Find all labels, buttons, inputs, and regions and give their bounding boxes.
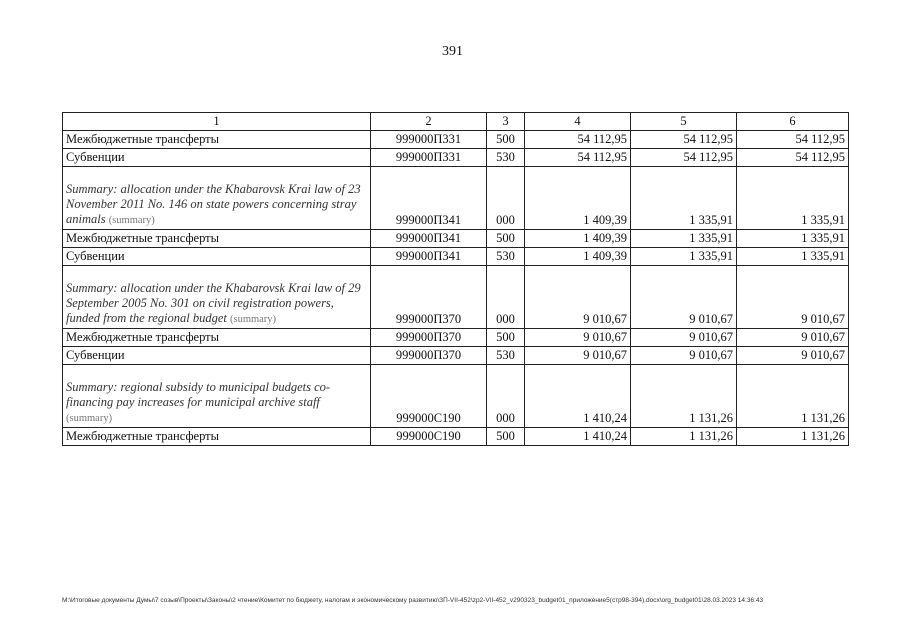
row-type-cell bbox=[487, 167, 525, 230]
table-row bbox=[63, 167, 849, 230]
row-name-cell bbox=[63, 266, 371, 329]
row-name-cell bbox=[63, 230, 371, 248]
row-type-cell bbox=[487, 428, 525, 446]
row-type-cell bbox=[487, 149, 525, 167]
row-code-cell-text: 999000П341 bbox=[395, 213, 462, 227]
row-value-1-cell-text: 1 409,39 bbox=[583, 249, 627, 263]
row-type-cell-text: 500 bbox=[496, 231, 515, 245]
row-value-1-cell-text: 54 112,95 bbox=[577, 150, 627, 164]
row-value-1-cell-text: 1 409,39 bbox=[583, 213, 627, 227]
row-type-cell bbox=[487, 329, 525, 347]
row-value-1-cell-text: 9 010,67 bbox=[583, 312, 627, 326]
row-code-cell-text: 999000П331 bbox=[395, 132, 462, 146]
row-name-cell-text: Межбюджетные трансферты bbox=[66, 231, 220, 245]
row-value-1-cell-text: 9 010,67 bbox=[583, 348, 627, 362]
row-value-1-cell-text: 1 410,24 bbox=[583, 429, 627, 443]
row-value-2-cell-text: 54 112,95 bbox=[683, 150, 733, 164]
row-value-2-cell-text: 9 010,67 bbox=[689, 312, 733, 326]
row-value-2-cell bbox=[631, 131, 737, 149]
row-code-cell-text: 999000П370 bbox=[395, 312, 462, 326]
row-value-3-cell bbox=[737, 167, 849, 230]
row-type-cell-text: 000 bbox=[496, 312, 515, 326]
table-row bbox=[63, 248, 849, 266]
row-value-2-cell-text: 1 335,91 bbox=[689, 231, 733, 245]
header-row bbox=[63, 113, 849, 131]
row-value-2-cell bbox=[631, 347, 737, 365]
row-value-3-cell-text: 1 335,91 bbox=[801, 213, 845, 227]
row-value-3-cell bbox=[737, 266, 849, 329]
row-value-1-cell-text: 1 410,24 bbox=[583, 411, 627, 425]
row-value-3-cell-text: 9 010,67 bbox=[801, 312, 845, 326]
row-code-cell-text: 999000С190 bbox=[396, 411, 461, 425]
row-name-cell bbox=[63, 365, 371, 428]
row-value-3-cell-text: 54 112,95 bbox=[795, 132, 845, 146]
row-type-cell-text: 500 bbox=[496, 429, 515, 443]
table-body bbox=[63, 131, 849, 446]
row-value-3-cell-text: 1 335,91 bbox=[801, 249, 845, 263]
footer-file-path: M:\Итоговые документы Думы\7 созыв\Проекты\Законы\2 чтение\Комитет по бюджету, налогам и экономическому развитию\ЗП-VII-452\zp2-VII-452_v290323_budget01_приложение5(стр98-394).docx\org_budget01\28.03.2023 14:36:43 bbox=[62, 597, 764, 604]
row-code-cell-text: 999000С190 bbox=[396, 429, 461, 443]
row-value-1-cell-text: 54 112,95 bbox=[577, 132, 627, 146]
row-value-1-cell bbox=[525, 266, 631, 329]
row-name-cell-text: Межбюджетные трансферты bbox=[66, 132, 220, 146]
row-value-3-cell-text: 1 131,26 bbox=[801, 429, 845, 443]
row-value-3-cell-text: 9 010,67 bbox=[801, 348, 845, 362]
row-name-cell bbox=[63, 248, 371, 266]
row-name-cell-text: Summary: allocation under the Khabarovsk Krai law of 23 November 2011 No. 146 on state powers concerning stray animals bbox=[66, 182, 361, 226]
summary-tag: (summary) bbox=[66, 413, 113, 424]
summary-tag: (summary) bbox=[229, 314, 277, 325]
row-name-cell bbox=[63, 347, 371, 365]
row-type-cell bbox=[487, 347, 525, 365]
summary-tag: (summary) bbox=[108, 215, 155, 226]
row-name-cell-text: Субвенции bbox=[66, 249, 125, 263]
row-value-3-cell bbox=[737, 131, 849, 149]
header-col-3: 3 bbox=[487, 113, 525, 131]
header-col-6: 6 bbox=[737, 113, 849, 131]
row-name-cell-text: Межбюджетные трансферты bbox=[66, 429, 220, 443]
row-type-cell-text: 530 bbox=[496, 150, 515, 164]
row-value-2-cell-text: 9 010,67 bbox=[689, 330, 733, 344]
row-name-cell bbox=[63, 428, 371, 446]
row-value-2-cell-text: 9 010,67 bbox=[689, 348, 733, 362]
row-value-2-cell-text: 54 112,95 bbox=[683, 132, 733, 146]
row-code-cell bbox=[371, 428, 487, 446]
row-value-3-cell-text: 1 335,91 bbox=[801, 231, 845, 245]
row-code-cell bbox=[371, 266, 487, 329]
row-value-3-cell-text: 9 010,67 bbox=[801, 330, 845, 344]
row-value-1-cell bbox=[525, 248, 631, 266]
row-type-cell bbox=[487, 365, 525, 428]
row-code-cell bbox=[371, 230, 487, 248]
header-col-5: 5 bbox=[631, 113, 737, 131]
row-code-cell bbox=[371, 248, 487, 266]
row-type-cell bbox=[487, 248, 525, 266]
row-name-cell bbox=[63, 149, 371, 167]
row-name-cell-text: Субвенции bbox=[66, 150, 125, 164]
header-col-1: 1 bbox=[63, 113, 371, 131]
row-value-3-cell bbox=[737, 329, 849, 347]
row-type-cell bbox=[487, 131, 525, 149]
row-value-3-cell-text: 1 131,26 bbox=[801, 411, 845, 425]
row-type-cell bbox=[487, 266, 525, 329]
row-name-cell bbox=[63, 329, 371, 347]
row-type-cell-text: 000 bbox=[496, 213, 515, 227]
header-col-4: 4 bbox=[525, 113, 631, 131]
row-value-2-cell-text: 1 335,91 bbox=[689, 249, 733, 263]
row-code-cell bbox=[371, 131, 487, 149]
row-name-cell-text: Summary: regional subsidy to municipal budgets co-financing pay increases for municipal archive staff bbox=[66, 380, 331, 409]
table-row bbox=[63, 149, 849, 167]
row-value-2-cell-text: 1 131,26 bbox=[689, 429, 733, 443]
row-value-2-cell bbox=[631, 428, 737, 446]
row-code-cell-text: 999000П341 bbox=[395, 249, 462, 263]
row-code-cell bbox=[371, 329, 487, 347]
header-col-2: 2 bbox=[371, 113, 487, 131]
row-value-1-cell-text: 9 010,67 bbox=[583, 330, 627, 344]
row-value-2-cell bbox=[631, 365, 737, 428]
row-value-3-cell bbox=[737, 365, 849, 428]
row-type-cell-text: 530 bbox=[496, 249, 515, 263]
row-value-2-cell bbox=[631, 230, 737, 248]
row-value-3-cell-text: 54 112,95 bbox=[795, 150, 845, 164]
row-value-3-cell bbox=[737, 230, 849, 248]
row-type-cell-text: 530 bbox=[496, 348, 515, 362]
row-code-cell bbox=[371, 167, 487, 230]
row-code-cell-text: 999000П370 bbox=[395, 348, 462, 362]
row-code-cell-text: 999000П370 bbox=[395, 330, 462, 344]
row-name-cell bbox=[63, 131, 371, 149]
row-name-cell bbox=[63, 167, 371, 230]
row-value-1-cell bbox=[525, 167, 631, 230]
table-row bbox=[63, 365, 849, 428]
row-code-cell bbox=[371, 347, 487, 365]
row-value-1-cell bbox=[525, 428, 631, 446]
row-type-cell-text: 500 bbox=[496, 330, 515, 344]
row-type-cell-text: 000 bbox=[496, 411, 515, 425]
row-value-2-cell bbox=[631, 266, 737, 329]
row-code-cell bbox=[371, 365, 487, 428]
row-code-cell-text: 999000П331 bbox=[395, 150, 462, 164]
table-row bbox=[63, 230, 849, 248]
row-name-cell-text: Межбюджетные трансферты bbox=[66, 330, 220, 344]
row-value-3-cell bbox=[737, 248, 849, 266]
table-row bbox=[63, 329, 849, 347]
budget-table bbox=[62, 112, 849, 446]
row-value-3-cell bbox=[737, 428, 849, 446]
row-value-3-cell bbox=[737, 149, 849, 167]
row-value-2-cell bbox=[631, 248, 737, 266]
page-number: 391 bbox=[442, 44, 463, 59]
row-name-cell-text: Summary: allocation under the Khabarovsk Krai law of 29 September 2005 No. 301 on civil registration powers, funded from the regional budget bbox=[66, 281, 361, 325]
row-value-1-cell bbox=[525, 329, 631, 347]
row-value-1-cell bbox=[525, 149, 631, 167]
row-value-2-cell bbox=[631, 329, 737, 347]
row-value-1-cell bbox=[525, 347, 631, 365]
row-code-cell-text: 999000П341 bbox=[395, 231, 462, 245]
row-type-cell-text: 500 bbox=[496, 132, 515, 146]
row-value-1-cell-text: 1 409,39 bbox=[583, 231, 627, 245]
row-value-1-cell bbox=[525, 131, 631, 149]
row-value-1-cell bbox=[525, 365, 631, 428]
row-value-2-cell-text: 1 131,26 bbox=[689, 411, 733, 425]
row-value-3-cell bbox=[737, 347, 849, 365]
row-name-cell-text: Субвенции bbox=[66, 348, 125, 362]
row-value-2-cell bbox=[631, 167, 737, 230]
row-type-cell bbox=[487, 230, 525, 248]
row-value-2-cell-text: 1 335,91 bbox=[689, 213, 733, 227]
table-row bbox=[63, 428, 849, 446]
row-value-1-cell bbox=[525, 230, 631, 248]
table-row bbox=[63, 266, 849, 329]
table-row bbox=[63, 347, 849, 365]
row-value-2-cell bbox=[631, 149, 737, 167]
table-row bbox=[63, 131, 849, 149]
row-code-cell bbox=[371, 149, 487, 167]
